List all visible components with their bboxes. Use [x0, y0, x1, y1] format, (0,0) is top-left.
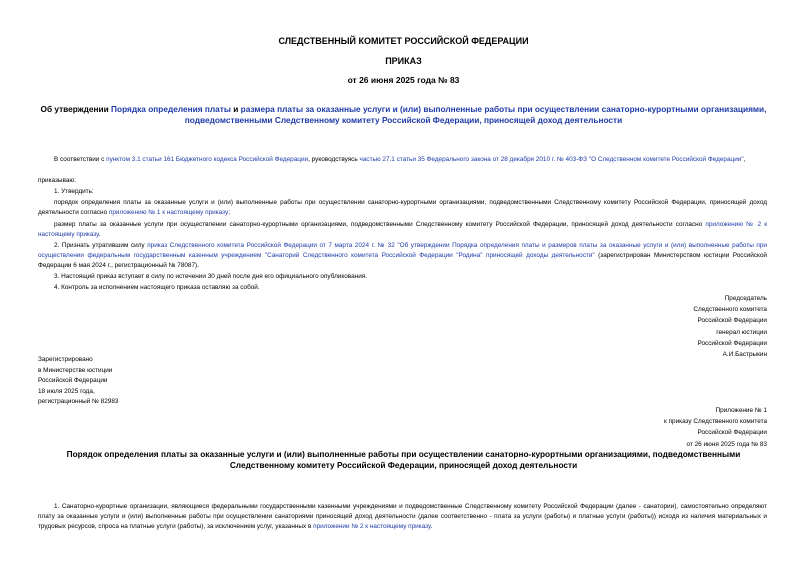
p4-text-a: порядок определения платы за оказанные услуги и (или) выполненные работы при осуществлении санаторно-курортными организациями, подведомственными Следственному комитету Российской Федерации, приносящей доход деятельности согласно [38, 199, 767, 216]
appendix-header [664, 405, 767, 450]
title-link-fee[interactable]: размера платы за оказанные услуги и (или) выполненные работы при осуществлении санаторно-курортными организациями, подведомственными Следственному комитету Российской Федерации, приносящей доход деятельности [184, 104, 767, 126]
signature-line: Председатель [724, 295, 767, 302]
appendix-title: Порядок определения платы за оказанные услуги и (или) выполненные работы при осуществлении санаторно-курортными организациями, подведомственными Следственному комитету Российской Федерации, приносящей доход деятельности [66, 449, 741, 471]
signature-block [693, 293, 767, 360]
p4-text-b: ; [228, 208, 230, 216]
p6-text-a: 2. Признать утратившим силу [54, 242, 148, 249]
signature-line: генерал юстиции [716, 328, 767, 336]
link-appendix-2[interactable]: приложению № 2 к настоящему приказу [38, 221, 767, 238]
signature-line: Российской Федерации [697, 339, 767, 347]
title-link-procedure[interactable]: Порядка определения платы [111, 104, 231, 114]
appendix-paragraph-1 [38, 502, 767, 532]
paragraph-basis [38, 155, 767, 165]
registration-line: 18 июля 2025 года, [38, 387, 95, 395]
appendix-p1-text-a: 1. Санаторно-курортные организации, являющиеся федеральными государственными казенными учреждениями и подведомственные Следственному комитету Российской Федерации (далее - санатории), самостоятельно определяют плату за оказанные услуги и (или) выполненные работы при осуществлении санаториями приносящей доход деятельности (далее соответственно - плата за услуги (работы) и платные услуги (работы)) исходя из наличия материальных и трудовых ресурсов, спроса на платные услуги (работы), за исключением услуг, указанных в [38, 503, 767, 530]
title-prefix: Об утверждении [40, 104, 112, 114]
paragraph-procedure [38, 198, 767, 218]
signature-line: Следственного комитета [693, 306, 767, 314]
link-repealed-order[interactable]: приказ Следственного комитета Российской Федерации от 7 марта 2024 г. № 32 "Об утверждении Порядка определения платы и размеров платы за оказанные услуги и (или) выполненные работы при осуществлении федеральным государственным казенным учреждением "Санаторий Следственного комитета Российской Федерации "Родина" приносящей доходы деятельности" [38, 242, 767, 259]
paragraph-approve: 1. Утвердить: [54, 188, 94, 195]
title-middle: и [230, 104, 241, 114]
registration-line: регистрационный № 82983 [38, 398, 119, 406]
p1-text-a: В соответствии с [54, 156, 107, 163]
registration-line: Зарегистрировано [38, 356, 93, 363]
paragraph-control: 4. Контроль за исполнением настоящего приказа оставляю за собой. [54, 284, 260, 291]
p1-text-c: , [743, 156, 746, 163]
link-appendix-1[interactable]: приложению № 1 к настоящему приказу [108, 208, 229, 216]
signature-line: А.И.Бастрыкин [722, 351, 767, 359]
p5-text-a: размер платы за оказанные услуги при осуществлении санаторно-курортными организациями, подведомственными Следственному комитету Российской Федерации, приносящей доход деятельности согласно [54, 221, 706, 228]
order-title [40, 104, 767, 126]
appendix-p1-text-b: . [430, 522, 433, 530]
appendix-line: Приложение № 1 [715, 407, 767, 414]
registration-line: в Министерстве юстиции [38, 366, 113, 374]
doc-type: ПРИКАЗ [385, 56, 422, 66]
appendix-line: от 26 июня 2025 года № 83 [686, 440, 767, 448]
p1-text-b: , руководствуясь [308, 156, 360, 163]
paragraph-order: приказываю: [38, 177, 76, 184]
registration-block [38, 355, 118, 408]
paragraph-effective: 3. Настоящий приказ вступает в силу по истечении 30 дней после дня его официального опубликования. [54, 273, 368, 280]
paragraph-fee-size [38, 220, 767, 240]
registration-line: Российской Федерации [38, 377, 108, 385]
link-appendix-2-ref[interactable]: приложении № 2 к настоящему приказу [313, 522, 431, 530]
org-name: СЛЕДСТВЕННЫЙ КОМИТЕТ РОССИЙСКОЙ ФЕДЕРАЦИИ [278, 36, 529, 46]
link-federal-law[interactable]: частью 27.1 статьи 35 Федерального закона от 28 декабря 2010 г. № 403-ФЗ "О Следственном комитете Российской Федерации" [359, 156, 744, 163]
link-budget-code[interactable]: пунктом 3.1 статьи 161 Бюджетного кодекса Российской Федерации [106, 156, 309, 163]
p5-text-b: . [98, 230, 101, 238]
doc-date-number: от 26 июня 2025 года № 83 [347, 75, 460, 85]
appendix-line: Российской Федерации [697, 429, 767, 437]
paragraph-repeal [38, 241, 767, 271]
p6-text-b: (зарегистрирован Министерством юстиции Российской Федерации 6 мая 2024 г., регистрационный № 78087). [38, 251, 767, 269]
appendix-line: к приказу Следственного комитета [663, 418, 767, 426]
signature-line: Российской Федерации [697, 317, 767, 325]
